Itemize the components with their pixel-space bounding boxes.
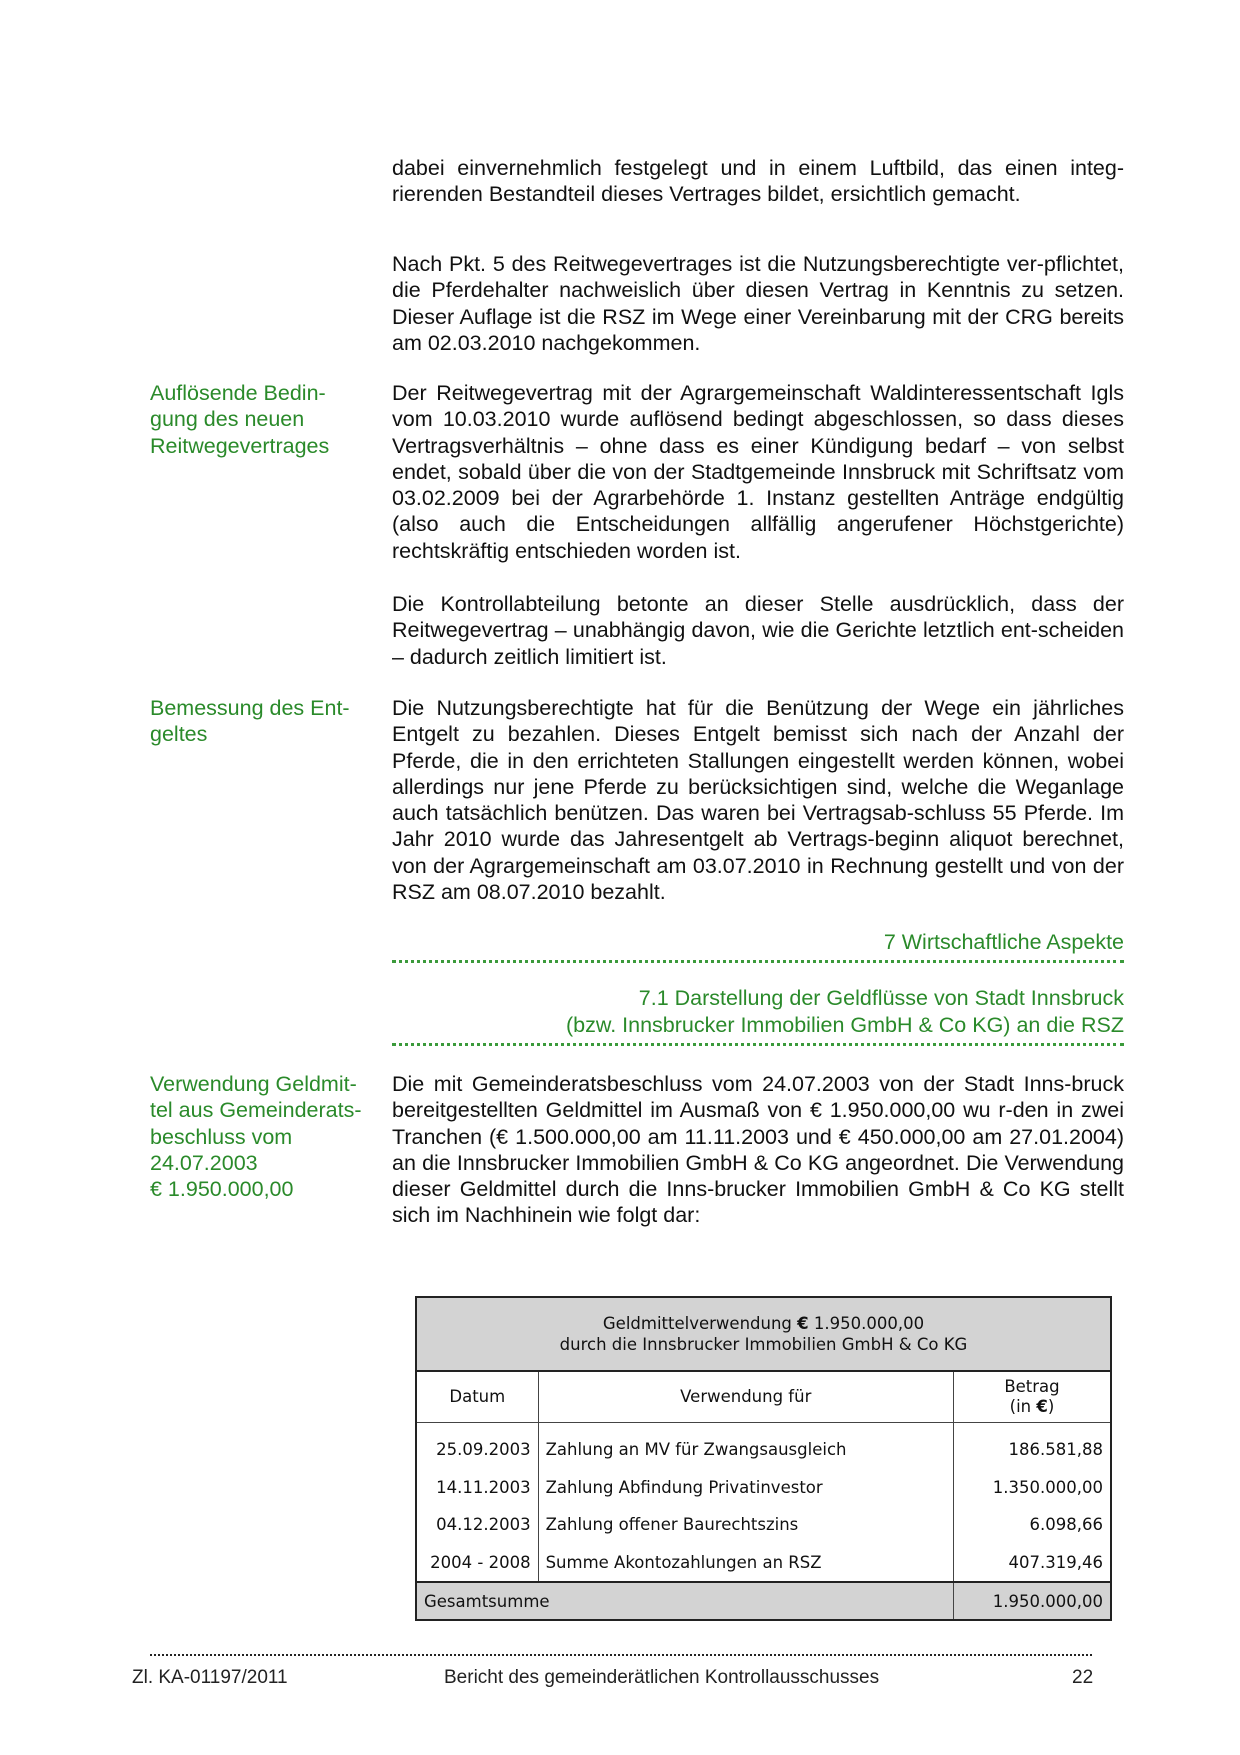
side-note-line: Reitwegevertrages [150, 433, 330, 458]
row-usage: Zahlung offener Baurechtszins [538, 1506, 953, 1544]
paragraph-reitwegevertrag [392, 380, 1124, 564]
side-note-line: Bemessung des Ent- [150, 696, 350, 720]
paragraph-text: Die mit Gemeinderatsbeschluss vom 24.07.2003 von der Stadt Inns-bruck bereitgestellten Geldmittel im Ausmaß von € 1.950.000,00 wu r-den in zwei Tranchen (€ 1.500.000,00 am 11.11.2003 und € 450.000,00 am 27.01.2004) an die Innsbrucker Immobilien GmbH & Co KG angeordnet. Die Verwendung dieser Geldmittel durch die Inns-brucker Immobilien GmbH & Co KG stellt sich im Nachhinein wie folgt dar: [392, 1072, 1124, 1228]
footer-divider [150, 1654, 1092, 1656]
row-date: 25.09.2003 [416, 1423, 538, 1469]
side-note-line: tel aus Gemeinderats- [150, 1098, 362, 1123]
total-label: Gesamtsumme [416, 1582, 953, 1620]
side-note-bemessung [150, 695, 380, 748]
row-usage: Summe Akontozahlungen an RSZ [538, 1544, 953, 1583]
amount-header-euro: € [1036, 1397, 1048, 1416]
paragraph-text: Die Nutzungsberechtigte hat für die Benützung der Wege ein jährliches Entgelt zu bezahlen. Dieses Entgelt bemisst sich nach der Anzahl der Pferde, die in den errichteten Stallungen eingestellt werden können, wobei allerdings nur jene Pferde zu berücksichtigen sind, welche die Weganlage auch tatsächlich benützen. Das waren bei Vertragsab-schluss 55 Pferde. Im Jahr 2010 wurde das Jahresentgelt ab Vertrags-beginn aliquot berechnet, von der Agrargemeinschaft am 03.07.2010 in Rechnung gestellt und von der RSZ am 08.07.2010 bezahlt. [392, 696, 1124, 905]
caption-amount: 1.950.000,00 [808, 1314, 925, 1333]
funds-usage-table [415, 1296, 1112, 1621]
section-heading-7-1-line2: (bzw. Innsbrucker Immobilien GmbH & Co KG) an die RSZ [566, 1013, 1124, 1037]
footer-reference: Zl. KA-01197/2011 [132, 1667, 288, 1688]
row-date: 14.11.2003 [416, 1469, 538, 1507]
caption-prefix: Geldmittelverwendung [602, 1314, 798, 1333]
heading-divider [392, 960, 1124, 963]
paragraph-nutzungsberechtigte [392, 251, 1124, 356]
row-amount: 6.098,66 [1029, 1515, 1103, 1535]
side-note-line: € 1.950.000,00 [150, 1177, 294, 1202]
table-caption [416, 1297, 1111, 1371]
paragraph-kontrollabteilung [392, 591, 1124, 670]
column-header-amount [953, 1371, 1111, 1423]
heading-divider [392, 1043, 1124, 1046]
table-header-row [416, 1371, 1111, 1423]
paragraph-text: dabei einvernehmlich festgelegt und in einem Luftbild, das einen integ-rierenden Bestandteil dieses Vertrages bildet, ersichtlich gemacht. [392, 156, 1124, 207]
caption-subtitle: durch die Innsbrucker Immobilien GmbH & Co KG [559, 1335, 968, 1354]
paragraph-text: Der Reitwegevertrag mit der Agrargemeinschaft Waldinteressentschaft Igls vom 10.03.2010 wurde auflösend bedingt abgeschlossen, so dass dieses Vertragsverhältnis – ohne dass es einer Kündigung bedarf – von selbst endet, sobald über die von der Stadtgemeinde Innsbruck mit Schriftsatz vom 03.02.2009 bei der Agrarbehörde 1. Instanz gestellten Anträge endgültig (also auch die Entscheidungen allfällig angerufener Höchstgerichte) rechtskräftig entschieden worden ist. [392, 381, 1124, 563]
side-note-line: 24.07.2003 [150, 1150, 258, 1175]
row-date: 04.12.2003 [416, 1506, 538, 1544]
row-amount: 1.350.000,00 [992, 1477, 1103, 1497]
amount-header-post: ) [1047, 1397, 1055, 1416]
side-note-aufloesende-bedingung [150, 380, 380, 459]
paragraph-luftbild [392, 155, 1124, 208]
side-note-line: geltes [150, 722, 208, 747]
section-heading-7-1-line1: 7.1 Darstellung der Geldflüsse von Stadt Innsbruck [638, 986, 1124, 1010]
amount-header-line1: Betrag [1004, 1377, 1060, 1396]
side-note-line: Verwendung Geldmit- [150, 1072, 357, 1096]
row-amount: 186.581,88 [1008, 1440, 1103, 1460]
side-note-line: beschluss vom [150, 1124, 293, 1149]
paragraph-text: Nach Pkt. 5 des Reitwegevertrages ist die Nutzungsberechtigte ver-pflichtet, die Pferdehalter nachweislich über diesen Vertrag in Kenntnis zu setzen. Dieser Auflage ist die RSZ im Wege einer Vereinbarung mit der CRG bereits am 02.03.2010 nachgekommen. [392, 252, 1124, 355]
section-heading-7: 7 Wirtschaftliche Aspekte [883, 930, 1124, 954]
total-amount: 1.950.000,00 [953, 1582, 1111, 1620]
side-note-verwendung-geldmittel [150, 1071, 380, 1202]
paragraph-gemeinderatsbeschluss [392, 1071, 1124, 1229]
column-header-usage: Verwendung für [538, 1371, 953, 1423]
paragraph-text: Die Kontrollabteilung betonte an dieser Stelle ausdrücklich, dass der Reitwegevertrag – unabhängig davon, wie die Gerichte letztlich ent-scheiden – dadurch zeitlich limitiert ist. [392, 592, 1124, 669]
caption-euro: € [797, 1314, 809, 1333]
paragraph-entgelt [392, 695, 1124, 905]
table-total-row [416, 1582, 1111, 1620]
footer-page-number: 22 [1072, 1667, 1094, 1688]
side-note-line: Auflösende Bedin- [150, 381, 326, 405]
amount-header-pre: (in [1009, 1397, 1037, 1416]
column-header-date: Datum [416, 1371, 538, 1423]
row-date: 2004 - 2008 [416, 1544, 538, 1583]
table-row [416, 1544, 1111, 1583]
row-amount: 407.319,46 [1008, 1552, 1103, 1572]
row-usage: Zahlung Abfindung Privatinvestor [538, 1469, 953, 1507]
table-row [416, 1506, 1111, 1544]
row-usage: Zahlung an MV für Zwangsausgleich [538, 1423, 953, 1469]
table-row [416, 1469, 1111, 1507]
footer-report-title: Bericht des gemeinderätlichen Kontrollausschusses [444, 1667, 880, 1688]
side-note-line: gung des neuen [150, 407, 305, 432]
table-row [416, 1423, 1111, 1469]
